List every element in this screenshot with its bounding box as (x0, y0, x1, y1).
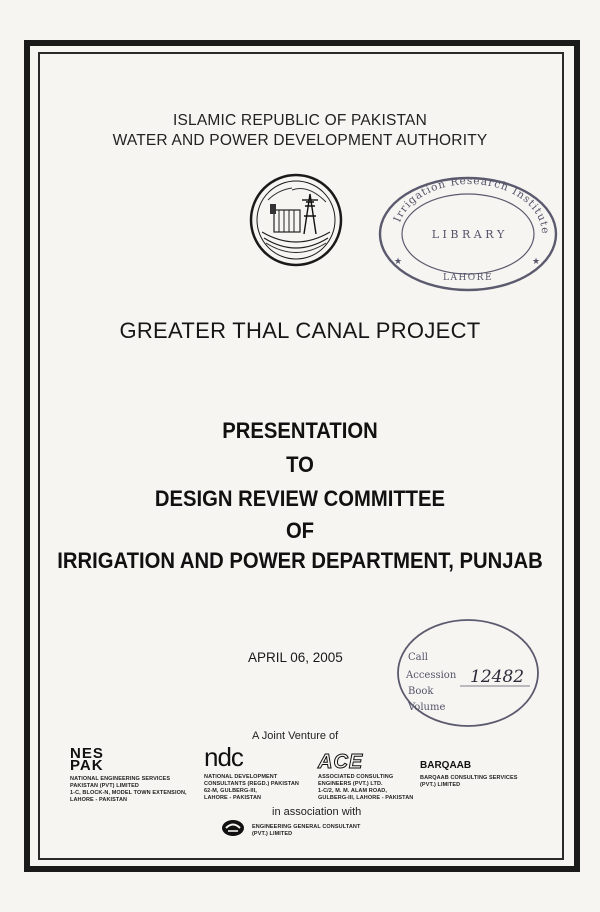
stamp-library-text: L I B R A R Y (431, 228, 505, 241)
stamp-bottom-text: LAHORE (442, 273, 494, 283)
header-line-2: WATER AND POWER DEVELOPMENT AUTHORITY (112, 132, 488, 149)
barqaab-caption: BARQAAB CONSULTING SERVICES (PVT.) LIMITED (420, 775, 518, 788)
ndc-logo: ndc (204, 742, 243, 772)
presentation-line-5: IRRIGATION AND POWER DEPARTMENT, PUNJAB (57, 548, 543, 573)
nespak-caption: NATIONAL ENGINEERING SERVICES PAKISTAN (PVT) LIMITED 1-C, BLOCK-N, MODEL TOWN EXTENSION, LAHORE - PAKISTAN (70, 776, 187, 803)
presentation-line-1: PRESENTATION (222, 418, 378, 443)
presentation-line-2: TO (286, 452, 314, 477)
svg-text:★: ★ (394, 256, 403, 266)
ndc-caption: NATIONAL DEVELOPMENT CONSULTANTS (REGD.) PAKISTAN 62-M, GULBERG-III, LAHORE - PAKISTAN (204, 774, 299, 801)
wapda-emblem-icon (248, 172, 344, 268)
nespak-logo: NES PAK (70, 745, 104, 774)
accession-number: 12482 (470, 667, 525, 687)
library-stamp (372, 172, 564, 296)
egc-logo-icon (220, 818, 246, 838)
presentation-line-3: DESIGN REVIEW COMMITTEE (154, 486, 446, 511)
stamp-accession-label: Accession (406, 670, 457, 681)
barqaab-logo: BARQAAB (420, 760, 472, 771)
accession-stamp (394, 616, 542, 730)
stamp-arc-text: Irrigation Research Institute (391, 174, 552, 235)
svg-text:Irrigation Research Institute (391, 175, 551, 235)
project-title: GREATER THAL CANAL PROJECT (119, 318, 481, 343)
joint-venture-label: A Joint Venture of (252, 730, 339, 742)
association-label: in association with (272, 806, 362, 818)
svg-text:★: ★ (532, 256, 541, 266)
ace-caption: ASSOCIATED CONSULTING ENGINEERS (PVT.) LTD. 1-C/2, M. M. ALAM ROAD, GULBERG-III, LAHORE - PAKISTAN (318, 774, 414, 801)
presentation-date: APRIL 06, 2005 (248, 650, 343, 665)
ace-logo: ACE (318, 751, 364, 773)
stamp-book-label: Book (408, 686, 434, 697)
stamp-call-label: Call (408, 652, 429, 663)
presentation-line-4: OF (285, 518, 315, 543)
egc-caption: ENGINEERING GENERAL CONSULTANT (PVT.) LIMITED (252, 824, 361, 837)
header-line-1: ISLAMIC REPUBLIC OF PAKISTAN (173, 112, 427, 129)
stamp-volume-label: Volume (408, 702, 446, 713)
